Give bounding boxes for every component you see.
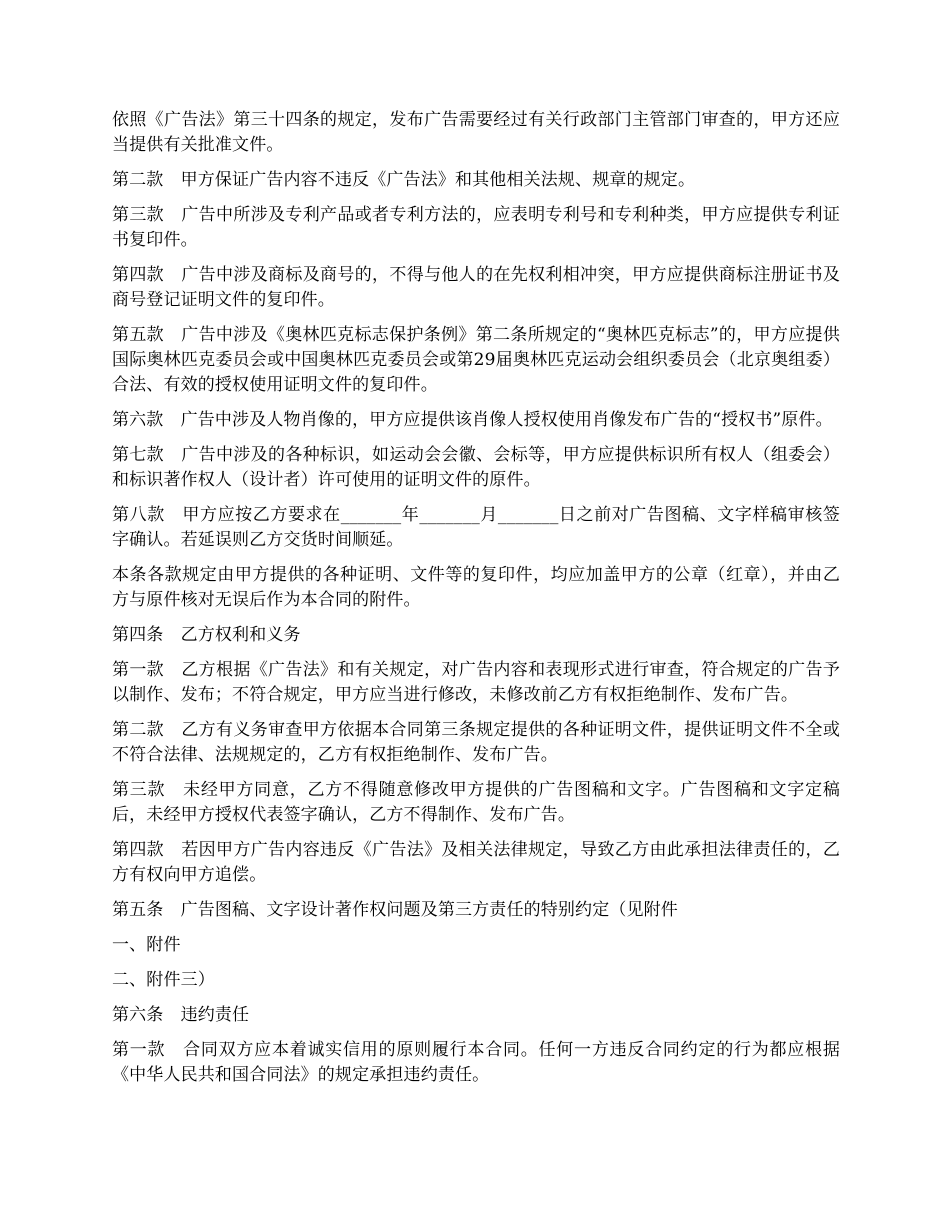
clause-8-approval-date: 第八款 甲方应按乙方要求在_______年_______月_______日之前对广告图稿、文字样稿审核签字确认。若延误则乙方交货时间顺延。 bbox=[112, 505, 840, 550]
section-5-heading: 第五条 广告图稿、文字设计著作权问题及第三方责任的特别约定（见附件 bbox=[112, 900, 678, 920]
section-4-heading: 第四条 乙方权利和义务 bbox=[112, 625, 301, 645]
clause-2-content-compliance: 第二款 甲方保证广告内容不违反《广告法》和其他相关法规、规章的规定。 bbox=[112, 170, 696, 190]
section-6-heading: 第六条 违约责任 bbox=[112, 1005, 250, 1025]
section-6-clause-1: 第一款 合同双方应本着诚实信用的原则履行本合同。任何一方违反合同约定的行为都应根据《中华人民共和国合同法》的规定承担违约责任。 bbox=[112, 1040, 840, 1085]
paragraph-approval-documents: 依照《广告法》第三十四条的规定，发布广告需要经过有关行政部门主管部门审查的，甲方还应当提供有关批准文件。 bbox=[112, 110, 840, 155]
clause-3-patent: 第三款 广告中所涉及专利产品或者专利方法的，应表明专利号和专利种类，甲方应提供专利证书复印件。 bbox=[112, 205, 840, 250]
paragraph-copies-seal: 本条各款规定由甲方提供的各种证明、文件等的复印件，均应加盖甲方的公章（红章），并由乙方与原件核对无误后作为本合同的附件。 bbox=[112, 565, 840, 610]
section-4-clause-1: 第一款 乙方根据《广告法》和有关规定，对广告内容和表现形式进行审查，符合规定的广告予以制作、发布；不符合规定，甲方应当进行修改，未修改前乙方有权拒绝制作、发布广告。 bbox=[112, 660, 840, 705]
section-4-clause-3: 第三款 未经甲方同意，乙方不得随意修改甲方提供的广告图稿和文字。广告图稿和文字定稿后，未经甲方授权代表签字确认，乙方不得制作、发布广告。 bbox=[112, 780, 840, 825]
document-body bbox=[112, 108, 840, 1098]
section-4-clause-2: 第二款 乙方有义务审查甲方依据本合同第三条规定提供的各种证明文件，提供证明文件不全或不符合法律、法规规定的，乙方有权拒绝制作、发布广告。 bbox=[112, 720, 840, 765]
clause-7-logos: 第七款 广告中涉及的各种标识，如运动会会徽、会标等，甲方应提供标识所有权人（组委会）和标识著作权人（设计者）许可使用的证明文件的原件。 bbox=[112, 445, 840, 490]
attachment-1-line: 一、附件 bbox=[112, 935, 181, 955]
clause-4-trademark: 第四款 广告中涉及商标及商号的，不得与他人的在先权利相冲突，甲方应提供商标注册证书及商号登记证明文件的复印件。 bbox=[112, 265, 840, 310]
attachment-3-line: 二、附件三） bbox=[112, 970, 215, 990]
clause-6-portrait: 第六款 广告中涉及人物肖像的，甲方应提供该肖像人授权使用肖像发布广告的“授权书”原件。 bbox=[112, 410, 833, 430]
clause-5-olympic-marks: 第五款 广告中涉及《奥林匹克标志保护条例》第二条所规定的“奥林匹克标志”的，甲方应提供国际奥林匹克委员会或中国奥林匹克委员会或第29届奥林匹克运动会组织委员会（北京奥组委）合法、有效的授权使用证明文件的复印件。 bbox=[112, 325, 840, 395]
section-4-clause-4: 第四款 若因甲方广告内容违反《广告法》及相关法律规定，导致乙方由此承担法律责任的，乙方有权向甲方追偿。 bbox=[112, 840, 840, 885]
